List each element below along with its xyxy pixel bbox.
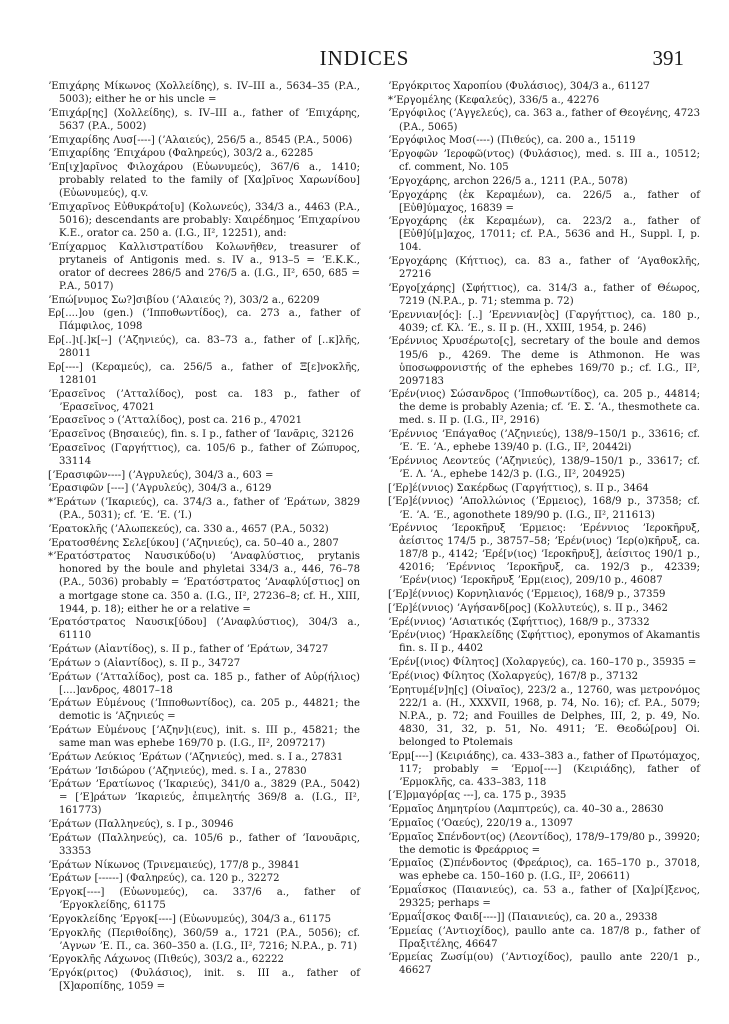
index-entry: ʼΕράτων Εὐμένους (ʼΙπποθωντίδος), ca. 205 p., 44821; the demotic is ʼΑζηνιεύς = <box>48 698 360 723</box>
page-title: INDICES <box>319 46 410 70</box>
index-entry: ʼΕργόφιλος (ʼΑγγελεύς), ca. 363 a., father of Θεογένης, 4723 (P.A., 5065) <box>388 108 700 133</box>
index-entry: ʼΕργοκλῆς (Περιθοίδης), 360/59 a., 1721 (P.A., 5056); cf. ʼΑγνων ʼΕ. Π., ca. 360–350 a. (I.G., II², 7216; N.P.A., p. 71) <box>48 927 360 952</box>
index-entry: *ʼΕράτων (ʼΙκαριεύς), ca. 374/3 a., father of ʼΕράτων, 3829 (P.A., 5031); cf. ʼΕ. ʼΕ. (ʼΙ.) <box>48 497 360 522</box>
index-entry: ʼΕπιχαρῖνος Εὐθυκράτο[υ] (Κολωνεύς), 334/3 a., 4463 (P.A., 5016); descendants are probably: Χαιρέδημος ʼΕπιχαρίνου Κ.Ε., orator ca. 250 a. (I.G., II², 12251), and: <box>48 201 360 239</box>
index-entry: ʼΕρέν[(νιος) Φίλητος] (Χολαργεύς), ca. 160–170 p., 35935 = <box>388 657 697 669</box>
index-entry: ʼΕρέν(νιος) Σώσανδρος (ʼΙπποθωντίδος), ca. 205 p., 44814; the deme is probably Azenia; cf. ʼΕ. Σ. ʼΑ., thesmothete ca. med. s. II p. (I.G., II², 2916) <box>388 389 700 427</box>
index-entry: ʼΕράτων ʼΕρατίωνος (ʼΙκαριεύς), 341/0 a., 3829 (P.A., 5042) = [ʼΕ]ράτων ʼΙκαριεύς, ἐπιμελητής 369/8 a. (I.G., II², 161773) <box>48 779 360 817</box>
index-entry: *ʼΕρατόστρατος Ναυσικύδο(υ) ʼΑναφλύστιος, prytanis honored by the boule and phyletai 334/3 a., 446, 76–78 (P.A., 5036) probably = ʼΕρατόστρατος ʼΑναφλύ[στιος] on a mortgage stone ca. 350 a. (I.G., II², 27236–8; cf. H., XIII, 1944, p. 18); either he or a relative = <box>48 551 360 615</box>
index-entry: ʼΕράτων [------] (Φαληρεύς), ca. 120 p., 32272 <box>48 873 280 885</box>
index-entry: ʼΕρμαῖος Δημητρίου (Λαμπτρεύς), ca. 40–30 a., 28630 <box>388 804 664 816</box>
index-entry: [ʼΕ]ρμαγόρ[ας ---], ca. 175 p., 3935 <box>388 790 567 802</box>
index-entry: ʼΕργοχάρης (ἐκ Κεραμέων), ca. 223/2 a., father of [Εὐθ]ύ[μ]αχος, 17011; cf. P.A., 5636 and H., Suppl. I, p. 104. <box>388 216 700 254</box>
index-entry: Ερ[..]ι[.]κ[--] (ʼΑζηνιεύς), ca. 83–73 a., father of [..κ]λῆς, 28011 <box>48 335 360 360</box>
index-entry: ʼΕπιχάρ[ης] (Χολλείδης), s. IV–III a., father of ʼΕπιχάρης, 5637 (P.A., 5002) <box>48 107 360 132</box>
index-entry: ʼΕρμαΐ[σκος Φαιδ[----]] (Παιανιεύς), ca. 20 a., 29338 <box>388 911 658 923</box>
index-entry: ʼΕρμαΐσκος (Παιανιεύς), ca. 53 a., father of [Χα]ρί]ξενος, 29325; perhaps = <box>388 885 700 910</box>
index-entry: ʼΕρέννιος Λεοντεύς (ʼΑζηνιεύς), 138/9–150/1 p., 33617; cf. ʼΕ. Λ. ʼΑ., ephebe 142/3 p. (I.G., II², 204925) <box>388 455 700 480</box>
index-entry: ʼΕρασεῖνος (Γαργήττιος), ca. 105/6 p., father of Ζώπυρος, 33114 <box>48 442 360 467</box>
index-entry: ʼΕράτων Λεύκιος ʼΕράτων (ʼΑζηνιεύς), med. s. I a., 27831 <box>48 751 344 763</box>
index-entry: ʼΕράτων Εὐμένους [ʼΑζην]ι(ευς), init. s. III p., 45821; the same man was ephebe 169/70 p. (I.G., II², 2097217) <box>48 725 360 750</box>
left-column <box>48 80 360 994</box>
index-entry: ʼΕράτων (Αἰαντίδος), s. II p., father of ʼΕράτων, 34727 <box>48 644 329 656</box>
index-entry: ʼΕρεννιαν[ός]: [..] ʼΕρεννιαν[ὸς] (Γαργήττιος), ca. 180 p., 4039; cf. Κλ. ʼΕ., s. II p. (H., XXIII, 1954, p. 246) <box>388 309 700 334</box>
index-entry: ʼΕρέν(νιος) ʼΗρακλείδης (Σφήττιος), eponymos of Akamantis fin. s. II p., 4402 <box>388 630 700 655</box>
index-entry: [ʼΕρ]έ(ννιος) Σακέρδως (Γαργήττιος), s. II p., 3464 <box>388 482 649 494</box>
index-entry: ʼΕπώ[νυμος Σω?]σιβίου (ʼΑλαιεύς ?), 303/2 a., 62209 <box>48 294 320 306</box>
index-entry: ʼΕρμαῖος (Σ)πένδοντος (Φρεάριος), ca. 165–170 p., 37018, was ephebe ca. 150–160 p. (I.G., II², 206611) <box>388 858 700 883</box>
index-entry: ʼΕργοχάρης, archon 226/5 a., 1211 (P.A., 5078) <box>388 175 628 187</box>
index-entry: ʼΕργοκλείδης ʼΕργοκ[----] (Εὐωνυμεύς), 304/3 a., 61175 <box>48 913 332 925</box>
index-entry: ʼΕράτων (ʼΑτταλίδος), post ca. 185 p., father of Αὐρ(ήλιος) [....]ανδρος, 48017–18 <box>48 671 360 696</box>
index-entry: ʼΕπιχαρίδης Λυσ[----] (ʼΑλαιεύς), 256/5 a., 8545 (P.A., 5006) <box>48 134 353 146</box>
page-number: 391 <box>652 46 684 70</box>
index-entry: ʼΕρατοκλῆς (ʼΑλωπεκεύς), ca. 330 a., 4657 (P.A., 5032) <box>48 523 329 535</box>
index-entry: ʼΕρητυμέ[ν]η[ς] (Οἰναῖος), 223/2 a., 12760, was μετρονόμος 222/1 a. (H., XXXVII, 1968, p. 74, No. 16); cf. P.A., 5079; N.P.A., p. 72; and Fouilles de Delphes, III, 2, p. 49, No. 4830, 31, 32, p. 51, No. 4911; ʼΕ. Θεοδώ[ρου] Oi. belonged to Ptolemais <box>388 684 700 748</box>
index-entry: ʼΕργόκριτος Χαροπίου (Φυλάσιος), 304/3 a., 61127 <box>388 81 650 92</box>
index-entry: ʼΕρασεῖνος (ʼΑτταλίδος), post ca. 183 p., father of ʼΕρασεῖνος, 47021 <box>48 388 360 413</box>
index-entry: ʼΕράτων ͻ (Αἰαντίδος), s. II p., 34727 <box>48 657 241 669</box>
index-entry: ʼΕπίχαρμος Καλλιστρατίδου Κολωνῆθεν, treasurer of prytaneis of Antigonis med. s. IV a., 913–5 = ʼΕ.Κ.Κ., orator of decrees 286/5 and 276/5 a. (I.G., II², 650, 685 = P.A., 5017) <box>48 241 360 292</box>
index-entry: ʼΕρασιφῶν [----] (ʼΑγρυλεύς), 304/3 a., 6129 <box>48 483 272 495</box>
index-entry: ʼΕράτων (Παλληνεύς), ca. 105/6 p., father of ʼΙανουᾶρις, 33353 <box>48 832 360 857</box>
page-header <box>0 46 729 74</box>
index-entry: ʼΕρέννιος Χρυσέρωτο[ς], secretary of the boule and demos 195/6 p., 4269. The deme is Athmonon. He was ὑποσωφρονιστής of the ephebes 169/70 p.; cf. I.G., II², 2097183 <box>388 336 700 387</box>
index-entry: ʼΕργοφῶν ʼΙεροφῶ(ντος) (Φυλάσιος), med. s. III a., 10512; cf. comment, No. 105 <box>388 148 700 174</box>
index-entry: Ερ[....]ου (gen.) (ʼΙπποθωντίδος), ca. 273 a., father of Πάμφιλος, 1098 <box>48 308 360 333</box>
index-entry: ʼΕρέννιος ʼΙεροκῆρυξ ʼΕρμειος: ʼΕρέννιος ʼΙεροκῆρυξ, ἀείσιτος 174/5 p., 38757–58; ʼΕρέν(νιος) ʼΙερ(ο)κῆρυξ, ca. 187/8 p., 4142; ʼΕρέ[ν(ιος) ʼΙεροκῆρυξ], ἀείσιτος 190/1 p., 42016; ʼΕρέννιος ʼΙεροκῆρυξ, ca. 192/3 p., 42339; ʼΕρέν(νιος) ʼΙεροκῆρυξ ʼΕρμ(ειος), 209/10 p., 46087 <box>388 523 700 587</box>
index-entry: ʼΕρμ[----] (Κειριάδης), ca. 433–383 a., father of Πρωτόμαχος, 117; probably = ʼΕρμο[----] (Κειριάδης), father of ʼΕρμοκλῆς, ca. 433–383, 118 <box>388 750 700 788</box>
index-entry: ʼΕρέ(νιος) Φίλητος (Χολαργεύς), 167/8 p., 37132 <box>388 670 639 682</box>
index-entry: ʼΕπιχαρίδης ʼΕπιχάρου (Φαληρεύς), 303/2 a., 62285 <box>48 148 314 160</box>
index-entry: ʼΕρμείας (ʼΑντιοχίδος), paullo ante ca. 187/8 p., father of Πραξιτέλης, 46647 <box>388 925 700 950</box>
index-entry: ʼΕρατοσθένης Σελε[ύκου] (ʼΑζηνιεύς), ca. 50–40 a., 2807 <box>48 537 339 549</box>
index-entry: ʼΕργόκ(ριτος) (Φυλάσιος), init. s. III a., father of [Χ]αροπίδης, 1059 = <box>48 968 360 993</box>
index-entry: ʼΕρέννιος ʼΕπάγαθος (ʼΑζηνιεύς), 138/9–150/1 p., 33616; cf. ʼΕ. ʼΕ. ʼΑ., ephebe 139/40 p. (I.G., II², 20442i) <box>388 429 700 454</box>
index-entry: ʼΕράτων ʼΙσιδώρου (ʼΑζηνιεύς), med. s. I a., 27830 <box>48 765 307 777</box>
index-entry: ʼΕργο[χάρης] (Σφήττιος), ca. 314/3 a., father of Θέωρος, 7219 (N.P.A., p. 71; stemma p. 72) <box>388 282 700 307</box>
index-entry: ʼΕρατόστρατος Ναυσικ[ύδου] (ʼΑναφλύστιος), 304/3 a., 61110 <box>48 617 360 642</box>
index-entry: ʼΕργοχάρης (ἐκ Κεραμέων), ca. 226/5 a., father of [Εὐθ]ύμαχος, 16839 = <box>388 189 700 214</box>
index-entry: ʼΕργοχάρης (Κήττιος), ca. 83 a., father of ʼΑγαθοκλῆς, 27216 <box>388 256 700 281</box>
right-column <box>388 80 700 978</box>
index-entry: *ʼΕργομέλης (Κεφαλεύς), 336/5 a., 42276 <box>388 94 600 106</box>
index-entry: [ʼΕρ]έ(ννιος) ʼΑγήσανδ[ρος] (Κολλυτεύς), s. II p., 3462 <box>388 602 668 614</box>
index-entry: ʼΕρέ(ννιος) ʼΑσιατικός (Σφήττιος), 168/9 p., 37332 <box>388 616 650 628</box>
index-entry: [ʼΕρ]έ(ννιος) ʼΑπολλώνιος (ʼΕρμειος), 168/9 p., 37358; cf. ʼΕ. ʼΑ. ʼΕ., agonothete 189/90 p. (I.G., II², 211613) <box>388 496 700 521</box>
index-entry: Ερ[----] (Κεραμεύς), ca. 256/5 a., father of Ξ[ε]νοκλῆς, 128101 <box>48 361 360 386</box>
index-entry: ʼΕράτων (Παλληνεύς), s. I p., 30946 <box>48 819 234 831</box>
index-entry: ʼΕργόφιλος Μοσ(----) (Πιθεύς), ca. 200 a., 15119 <box>388 135 636 147</box>
index-entry: ʼΕπιχάρης Μίκωνος (Χολλείδης), s. IV–III a., 5634–35 (P.A., 5003); either he or his uncle = <box>48 81 360 106</box>
index-entry: ʼΕρμαῖος Σπένδοντ(ος) (Λεοντίδος), 178/9–179/80 p., 39920; the demotic is Φρεάρριος = <box>388 831 700 856</box>
index-entry: ʼΕρασεῖνος ͻ (ʼΑτταλίδος), post ca. 216 p., 47021 <box>48 415 303 427</box>
index-entry: [ʼΕρ]έ(ννιος) Κορνηλιανός (ʼΕρμειος), 168/9 p., 37359 <box>388 589 666 601</box>
index-entry: ʼΕρασεῖνος (Βησαιεύς), fin. s. I p., father of ʼΙανᾶρις, 32126 <box>48 429 354 441</box>
index-entry: ʼΕργοκ[----] (Εὐωνυμεύς), ca. 337/6 a., father of ʼΕργοκλείδης, 61175 <box>48 887 360 912</box>
index-entry: ʼΕράτων Νίκωνος (Τρινεμαιεύς), 177/8 p., 39841 <box>48 859 301 871</box>
index-entry: ʼΕπ[ιχ]αρῖνος Φιλοχάρου (Εὐωνυμεύς), 367/6 a., 1410; probably related to the family of [Χα]ρῖνος Χαρωνίδου] (Εὐωνυμεύς), q.v. <box>48 162 360 200</box>
index-entry: [ʼΕρασιφῶν----] (ʼΑγρυλεύς), 304/3 a., 603 = <box>48 469 274 481</box>
index-entry: ʼΕρμείας Ζωσίμ(ου) (ʼΑντιοχίδος), paullo ante 220/1 p., 46627 <box>388 952 700 977</box>
index-entry: ʼΕργοκλῆς Λάχωνος (Πιθεύς), 303/2 a., 62222 <box>48 954 284 966</box>
index-entry: ʼΕρμαῖος (ʼΟαεύς), 220/19 a., 13097 <box>388 817 573 829</box>
